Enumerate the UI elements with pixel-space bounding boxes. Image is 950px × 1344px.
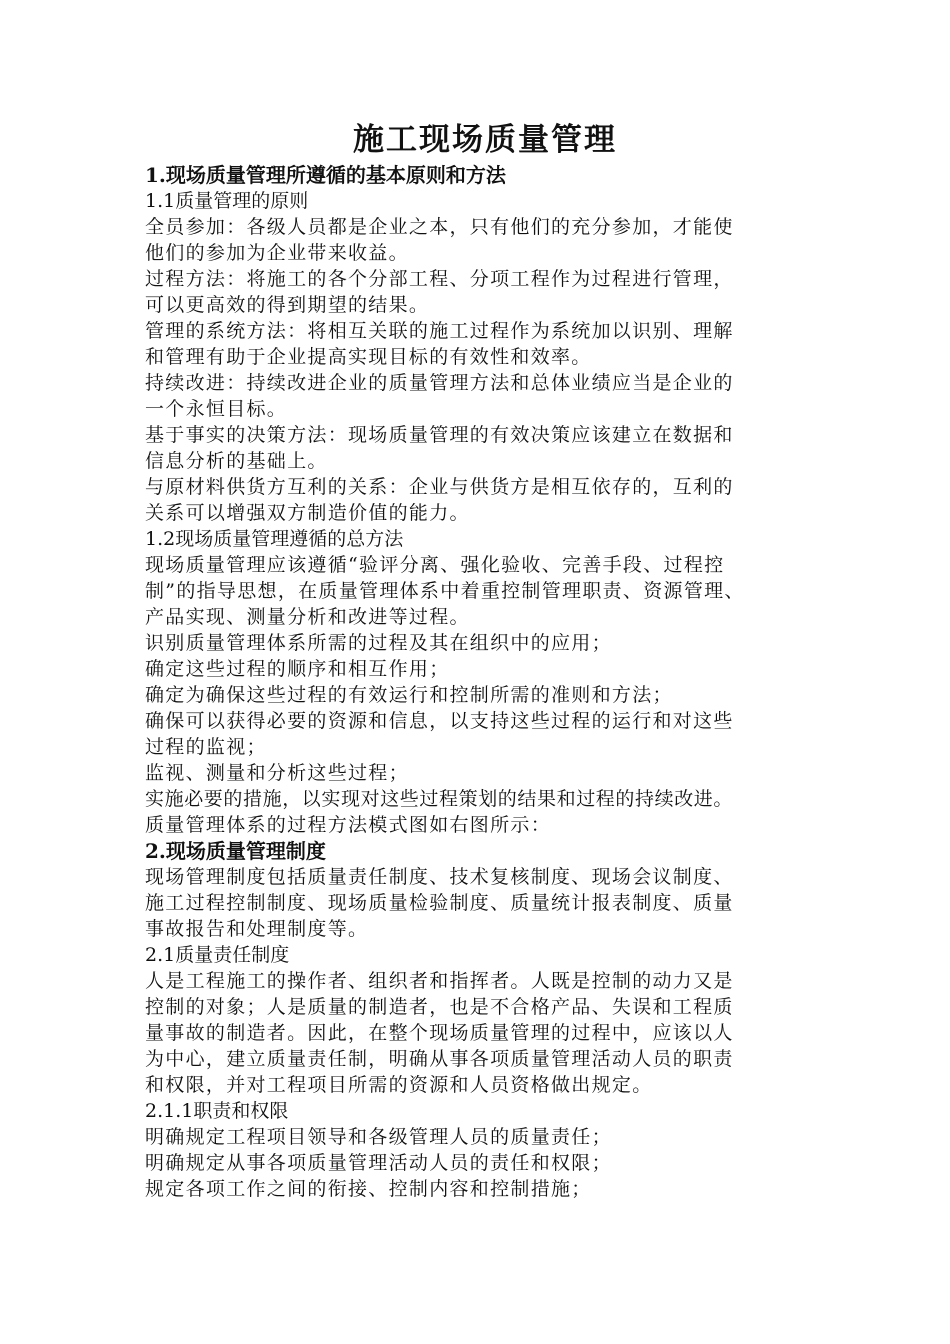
- section-2-heading: 2.现场质量管理制度: [145, 839, 326, 863]
- paragraph-continuous-improvement: 持续改进：持续改进企业的质量管理方法和总体业绩应当是企业的 一个永恒目标。: [145, 372, 734, 420]
- paragraph-fact-based-decision: 基于事实的决策方法：现场质量管理的有效决策应该建立在数据和 信息分析的基础上。: [145, 424, 734, 472]
- list-item: 明确规定从事各项质量管理活动人员的责任和权限；: [145, 1152, 612, 1174]
- list-item: 实施必要的措施，以实现对这些过程策划的结果和过程的持续改进。: [145, 788, 734, 810]
- paragraph-supplier-relationship: 与原材料供货方互利的关系：企业与供货方是相互依存的，互利的 关系可以增强双方制造价值的能力。: [145, 476, 734, 524]
- paragraph-system-approach: 管理的系统方法：将相互关联的施工过程作为系统加以识别、理解 和管理有助于企业提高实现目标的有效性和效率。: [145, 320, 734, 368]
- list-item: 规定各项工作之间的衔接、控制内容和控制措施；: [145, 1178, 592, 1200]
- paragraph-figure-reference: 质量管理体系的过程方法模式图如右图所示：: [145, 814, 552, 836]
- list-item: 识别质量管理体系所需的过程及其在组织中的应用；: [145, 632, 612, 654]
- subsection-1-2-heading: 1.2现场质量管理遵循的总方法: [145, 528, 404, 550]
- subsection-2-1-heading: 2.1质量责任制度: [145, 944, 290, 966]
- subsection-1-1-heading: 1.1质量管理的原则: [145, 190, 309, 212]
- subsection-2-1-1-heading: 2.1.1职责和权限: [145, 1100, 289, 1122]
- paragraph-general-method: 现场质量管理应该遵循“验评分离、强化验收、完善手段、过程控 制”的指导思想，在质量管理体系中着重控制管理职责、资源管理、 产品实现、测量分析和改进等过程。: [145, 554, 745, 628]
- paragraph-full-participation: 全员参加：各级人员都是企业之本，只有他们的充分参加，才能使 他们的参加为企业带来收益。: [145, 216, 734, 264]
- list-item: 确定为确保这些过程的有效运行和控制所需的准则和方法；: [145, 684, 673, 706]
- list-item: 监视、测量和分析这些过程；: [145, 762, 409, 784]
- section-1-heading: 1.现场质量管理所遵循的基本原则和方法: [145, 163, 506, 187]
- paragraph-process-approach: 过程方法：将施工的各个分部工程、分项工程作为过程进行管理， 可以更高效的得到期望的结果。: [145, 268, 734, 316]
- list-item: 确定这些过程的顺序和相互作用；: [145, 658, 450, 680]
- paragraph-quality-responsibility: 人是工程施工的操作者、组织者和指挥者。人既是控制的动力又是 控制的对象；人是质量的制造者，也是不合格产品、失误和工程质 量事故的制造者。因此，在整个现场质量管理的过程中，应该以人 为中心，建立质量责任制，明确从事各项质量管理活动人员的职责 和权限，并对工程项目所需的资源和人员资格做出规定。: [145, 970, 734, 1096]
- list-item: 确保可以获得必要的资源和信息，以支持这些过程的运行和对这些 过程的监视；: [145, 710, 734, 758]
- paragraph-management-systems: 现场管理制度包括质量责任制度、技术复核制度、现场会议制度、 施工过程控制制度、现场质量检验制度、质量统计报表制度、质量 事故报告和处理制度等。: [145, 866, 734, 940]
- document-title: 施工现场质量管理: [353, 122, 617, 158]
- list-item: 明确规定工程项目领导和各级管理人员的质量责任；: [145, 1126, 612, 1148]
- document-body: [145, 118, 825, 1202]
